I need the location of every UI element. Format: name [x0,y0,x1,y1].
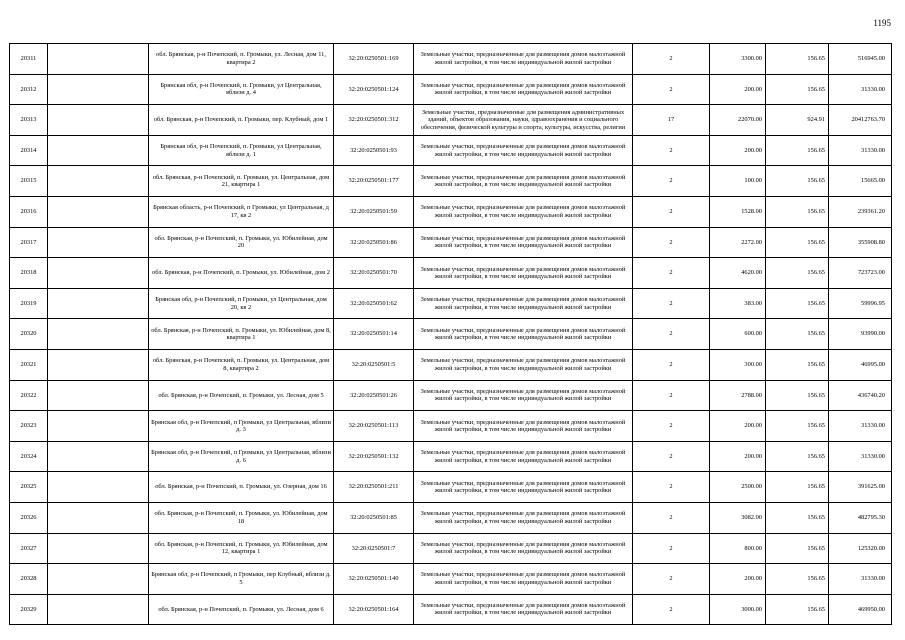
table-row [10,380,892,411]
cadastral-value-cell: 482795.30 [829,502,892,533]
cadastral-number-cell: 32:20:0250501:5 [334,349,414,380]
group-cell: 2 [633,594,710,625]
cadastral-value-cell: 20412763.70 [829,105,892,136]
group-cell: 2 [633,502,710,533]
land-use-category-cell: Земельные участки, предназначенные для размещения домов малоэтажной жилой застройки, в том числе индивидуальной жилой застройки [414,74,633,105]
cadastral-number-cell: 32:20:0250501:169 [334,44,414,75]
address-cell: Брянская обл, р-н Почепский, п. Громыки, ул Центральная, вблизи д. 1 [149,135,334,166]
group-cell: 2 [633,564,710,595]
group-cell: 2 [633,441,710,472]
address-cell: Брянская обл, р-н Почепский, п Громыки, ул Центральная, вблизи д. 3 [149,411,334,442]
blank-cell [48,319,149,350]
land-use-category-cell: Земельные участки, предназначенные для размещения домов малоэтажной жилой застройки, в том числе индивидуальной жилой застройки [414,227,633,258]
blank-cell [48,411,149,442]
specific-value-cell: 156.65 [766,196,829,227]
area-cell: 3082.00 [710,502,766,533]
row-number-cell: 20324 [10,441,48,472]
address-cell: обл. Брянская, р-н Почепский, п. Громыки, ул. Озерная, дом 16 [149,472,334,503]
group-cell: 2 [633,196,710,227]
land-use-category-cell: Земельные участки, предназначенные для размещения домов малоэтажной жилой застройки, в том числе индивидуальной жилой застройки [414,349,633,380]
table-row [10,441,892,472]
area-cell: 383.00 [710,288,766,319]
cadastral-value-cell: 355908.80 [829,227,892,258]
land-use-category-cell: Земельные участки, предназначенные для размещения домов малоэтажной жилой застройки, в том числе индивидуальной жилой застройки [414,44,633,75]
specific-value-cell: 924.91 [766,105,829,136]
cadastral-value-cell: 31330.00 [829,74,892,105]
specific-value-cell: 156.65 [766,227,829,258]
row-number-cell: 20317 [10,227,48,258]
registry-body [10,44,892,625]
cadastral-number-cell: 32:20:0250501:312 [334,105,414,136]
row-number-cell: 20320 [10,319,48,350]
blank-cell [48,44,149,75]
area-cell: 2272.00 [710,227,766,258]
table-row [10,166,892,197]
cadastral-value-cell: 391625.00 [829,472,892,503]
address-cell: обл. Брянская, р-н Почепский, п. Громыки, ул. Юбилейная, дом 20 [149,227,334,258]
row-number-cell: 20316 [10,196,48,227]
specific-value-cell: 156.65 [766,472,829,503]
table-row [10,44,892,75]
group-cell: 2 [633,135,710,166]
area-cell: 2500.00 [710,472,766,503]
cadastral-value-cell: 59996.95 [829,288,892,319]
cadastral-number-cell: 32:20:0250501:93 [334,135,414,166]
blank-cell [48,380,149,411]
table-row [10,258,892,289]
land-use-category-cell: Земельные участки, предназначенные для размещения домов малоэтажной жилой застройки, в том числе индивидуальной жилой застройки [414,411,633,442]
land-use-category-cell: Земельные участки, предназначенные для размещения домов малоэтажной жилой застройки, в том числе индивидуальной жилой застройки [414,258,633,289]
table-row [10,227,892,258]
specific-value-cell: 156.65 [766,319,829,350]
cadastral-value-cell: 516945.00 [829,44,892,75]
table-row [10,196,892,227]
specific-value-cell: 156.65 [766,74,829,105]
cadastral-number-cell: 32:20:0250501:113 [334,411,414,442]
row-number-cell: 20325 [10,472,48,503]
address-cell: обл. Брянская, р-н Почепский, п. Громыки, ул. Юбилейная, дом 12, квартира 1 [149,533,334,564]
cadastral-number-cell: 32:20:0250501:211 [334,472,414,503]
specific-value-cell: 156.65 [766,533,829,564]
group-cell: 2 [633,258,710,289]
area-cell: 200.00 [710,411,766,442]
cadastral-registry-table [9,43,892,625]
area-cell: 300.00 [710,349,766,380]
cadastral-number-cell: 32:20:0250501:124 [334,74,414,105]
blank-cell [48,349,149,380]
address-cell: обл. Брянская, р-н Почепский, п. Громыки, ул. Лесная, дом 11, квартира 2 [149,44,334,75]
cadastral-value-cell: 469950.00 [829,594,892,625]
table-row [10,533,892,564]
land-use-category-cell: Земельные участки, предназначенные для размещения домов малоэтажной жилой застройки, в том числе индивидуальной жилой застройки [414,533,633,564]
table-row [10,319,892,350]
cadastral-value-cell: 46995.00 [829,349,892,380]
table-row [10,74,892,105]
cadastral-value-cell: 31330.00 [829,564,892,595]
row-number-cell: 20312 [10,74,48,105]
group-cell: 2 [633,411,710,442]
specific-value-cell: 156.65 [766,564,829,595]
land-use-category-cell: Земельные участки, предназначенные для размещения домов малоэтажной жилой застройки, в том числе индивидуальной жилой застройки [414,472,633,503]
area-cell: 200.00 [710,441,766,472]
area-cell: 200.00 [710,135,766,166]
address-cell: обл. Брянская, р-н Почепский, п. Громыки, ул. Юбилейная, дом 8, квартира 1 [149,319,334,350]
table-row [10,349,892,380]
area-cell: 3300.00 [710,44,766,75]
cadastral-number-cell: 32:20:0250501:86 [334,227,414,258]
group-cell: 2 [633,472,710,503]
blank-cell [48,196,149,227]
table-row [10,411,892,442]
cadastral-number-cell: 32:20:0250501:132 [334,441,414,472]
land-use-category-cell: Земельные участки, предназначенные для размещения домов малоэтажной жилой застройки, в том числе индивидуальной жилой застройки [414,166,633,197]
area-cell: 200.00 [710,564,766,595]
cadastral-number-cell: 32:20:0250501:62 [334,288,414,319]
cadastral-value-cell: 239361.20 [829,196,892,227]
group-cell: 2 [633,288,710,319]
address-cell: обл. Брянская, р-н Почепский, п. Громыки, ул. Центральная, дом 8, квартира 2 [149,349,334,380]
specific-value-cell: 156.65 [766,44,829,75]
row-number-cell: 20319 [10,288,48,319]
row-number-cell: 20318 [10,258,48,289]
address-cell: Брянская обл, р-н Почепский, п Громыки, ул Центральная, вблизи д. 6 [149,441,334,472]
land-use-category-cell: Земельные участки, предназначенные для размещения домов малоэтажной жилой застройки, в том числе индивидуальной жилой застройки [414,564,633,595]
row-number-cell: 20329 [10,594,48,625]
specific-value-cell: 156.65 [766,411,829,442]
group-cell: 2 [633,349,710,380]
land-use-category-cell: Земельные участки, предназначенные для размещения домов малоэтажной жилой застройки, в том числе индивидуальной жилой застройки [414,594,633,625]
cadastral-number-cell: 32:20:0250501:85 [334,502,414,533]
land-use-category-cell: Земельные участки, предназначенные для размещения домов малоэтажной жилой застройки, в том числе индивидуальной жилой застройки [414,135,633,166]
area-cell: 22070.00 [710,105,766,136]
group-cell: 2 [633,319,710,350]
group-cell: 2 [633,44,710,75]
table-row [10,594,892,625]
cadastral-value-cell: 93990.00 [829,319,892,350]
table-row [10,135,892,166]
group-cell: 2 [633,74,710,105]
cadastral-number-cell: 32:20:0250501:70 [334,258,414,289]
group-cell: 2 [633,227,710,258]
specific-value-cell: 156.65 [766,380,829,411]
blank-cell [48,594,149,625]
specific-value-cell: 156.65 [766,135,829,166]
row-number-cell: 20315 [10,166,48,197]
group-cell: 2 [633,533,710,564]
cadastral-value-cell: 31330.00 [829,441,892,472]
specific-value-cell: 156.65 [766,166,829,197]
cadastral-number-cell: 32:20:0250501:177 [334,166,414,197]
specific-value-cell: 156.65 [766,594,829,625]
land-use-category-cell: Земельные участки, предназначенные для размещения домов малоэтажной жилой застройки, в том числе индивидуальной жилой застройки [414,196,633,227]
specific-value-cell: 156.65 [766,288,829,319]
area-cell: 800.00 [710,533,766,564]
blank-cell [48,105,149,136]
land-use-category-cell: Земельные участки, предназначенные для размещения домов малоэтажной жилой застройки, в том числе индивидуальной жилой застройки [414,319,633,350]
blank-cell [48,502,149,533]
address-cell: Брянская обл, р-н Почепский, п. Громыки, ул Центральная, вблизи д. 4 [149,74,334,105]
area-cell: 100.00 [710,166,766,197]
cadastral-number-cell: 32:20:0250501:26 [334,380,414,411]
address-cell: обл. Брянская, р-н Почепский, п. Громыки, ул. Лесная, дом 5 [149,380,334,411]
area-cell: 3000.00 [710,594,766,625]
address-cell: Брянская обл, р-н Почепский, п Громыки, пер Клубный, вблизи д. 5 [149,564,334,595]
blank-cell [48,564,149,595]
address-cell: Брянская обл, р-н Почепский, п Громыки, ул Центральная, дом 20, кв 2 [149,288,334,319]
row-number-cell: 20323 [10,411,48,442]
row-number-cell: 20326 [10,502,48,533]
page-number: 1195 [873,18,891,28]
cadastral-value-cell: 31330.00 [829,135,892,166]
area-cell: 600.00 [710,319,766,350]
group-cell: 2 [633,166,710,197]
blank-cell [48,227,149,258]
blank-cell [48,288,149,319]
blank-cell [48,74,149,105]
cadastral-value-cell: 125320.00 [829,533,892,564]
address-cell: обл. Брянская, р-н Почепский, п. Громыки, ул. Юбилейная, дом 2 [149,258,334,289]
address-cell: обл. Брянская, р-н Почепский, п. Громыки, пер. Клубный, дом 1 [149,105,334,136]
blank-cell [48,533,149,564]
cadastral-number-cell: 32:20:0250501:164 [334,594,414,625]
row-number-cell: 20314 [10,135,48,166]
blank-cell [48,135,149,166]
cadastral-number-cell: 32:20:0250501:140 [334,564,414,595]
area-cell: 1528.00 [710,196,766,227]
land-use-category-cell: Земельные участки, предназначенные для размещения домов малоэтажной жилой застройки, в том числе индивидуальной жилой застройки [414,380,633,411]
land-use-category-cell: Земельные участки, предназначенные для размещения домов малоэтажной жилой застройки, в том числе индивидуальной жилой застройки [414,502,633,533]
land-use-category-cell: Земельные участки, предназначенные для размещения домов малоэтажной жилой застройки, в том числе индивидуальной жилой застройки [414,288,633,319]
row-number-cell: 20327 [10,533,48,564]
table-row [10,288,892,319]
land-use-category-cell: Земельные участки, предназначенные для размещения административных зданий, объектов образования, науки, здравоохранения и социального обеспечения, физической культуры и спорта, культуры, искусства, религии [414,105,633,136]
cadastral-number-cell: 32:20:0250501:7 [334,533,414,564]
area-cell: 2788.00 [710,380,766,411]
specific-value-cell: 156.65 [766,502,829,533]
group-cell: 2 [633,380,710,411]
row-number-cell: 20311 [10,44,48,75]
row-number-cell: 20322 [10,380,48,411]
area-cell: 4620.00 [710,258,766,289]
table-row [10,502,892,533]
table-row [10,564,892,595]
address-cell: обл. Брянская, р-н Почепский, п. Громыки, ул. Юбилейная, дом 18 [149,502,334,533]
address-cell: обл. Брянская, р-н Почепский, п. Громыки, ул. Центральная, дом 21, квартира 1 [149,166,334,197]
blank-cell [48,258,149,289]
area-cell: 200.00 [710,74,766,105]
land-use-category-cell: Земельные участки, предназначенные для размещения домов малоэтажной жилой застройки, в том числе индивидуальной жилой застройки [414,441,633,472]
cadastral-value-cell: 723723.00 [829,258,892,289]
specific-value-cell: 156.65 [766,349,829,380]
group-cell: 17 [633,105,710,136]
specific-value-cell: 156.65 [766,441,829,472]
cadastral-value-cell: 436740.20 [829,380,892,411]
address-cell: Брянская область, р-н Почепский, п Громыки, ул Центральная, д 17, кв 2 [149,196,334,227]
blank-cell [48,472,149,503]
row-number-cell: 20313 [10,105,48,136]
cadastral-value-cell: 31330.00 [829,411,892,442]
row-number-cell: 20321 [10,349,48,380]
address-cell: обл. Брянская, р-н Почепский, п. Громыки, ул. Лесная, дом 6 [149,594,334,625]
blank-cell [48,166,149,197]
table-row [10,472,892,503]
row-number-cell: 20328 [10,564,48,595]
cadastral-number-cell: 32:20:0250501:59 [334,196,414,227]
cadastral-value-cell: 15665.00 [829,166,892,197]
cadastral-number-cell: 32:20:0250501:14 [334,319,414,350]
table-row [10,105,892,136]
blank-cell [48,441,149,472]
specific-value-cell: 156.65 [766,258,829,289]
